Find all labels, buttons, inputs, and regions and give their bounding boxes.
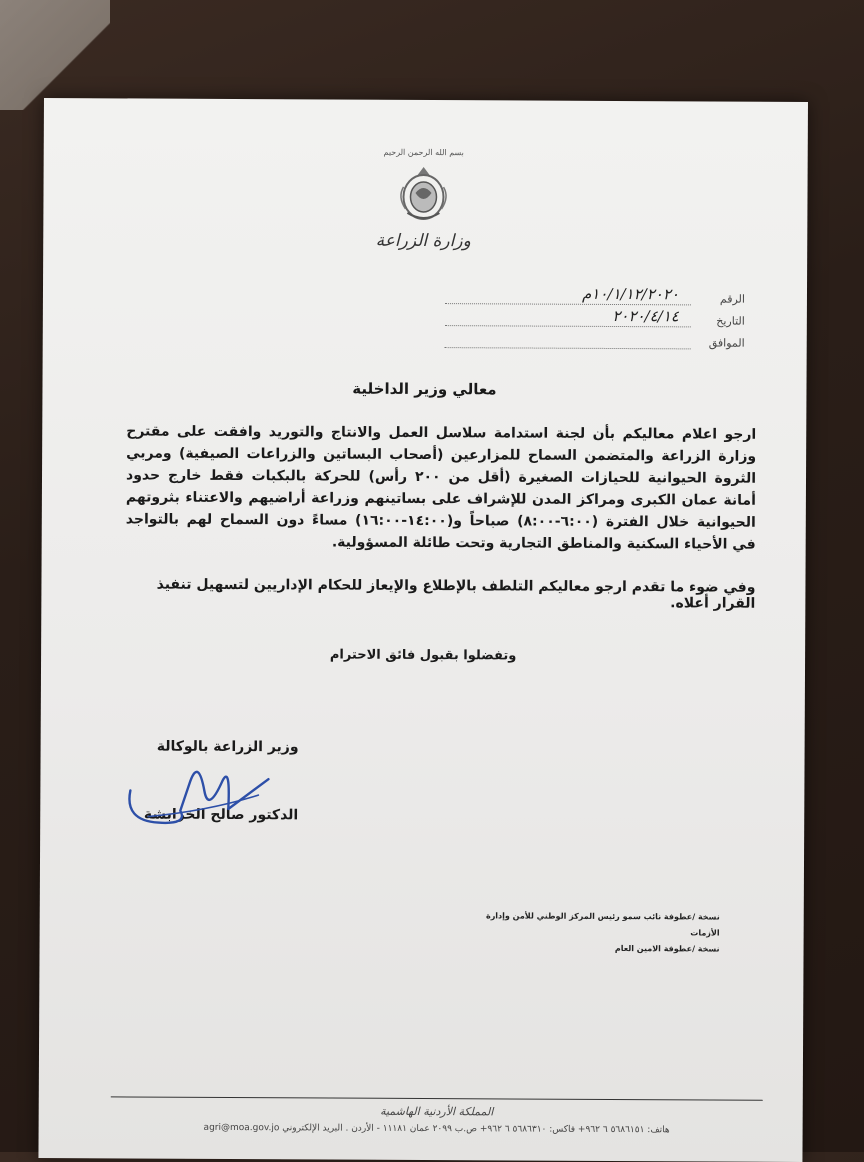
cc-line: نسخة /عطوفة الامين العام bbox=[614, 944, 720, 954]
reference-number-label: الرقم bbox=[719, 292, 745, 306]
date-label: التاريخ bbox=[716, 314, 745, 328]
addressee: معالي وزير الداخلية bbox=[352, 379, 497, 399]
letter-footer bbox=[111, 1096, 763, 1135]
signature-block bbox=[118, 738, 298, 823]
signatory-name: الدكتور صالح الخرابشة bbox=[143, 806, 299, 824]
footer-kingdom: المملكة الأردنية الهاشمية bbox=[380, 1104, 494, 1119]
cc-line: نسخة /عطوفة نائب سمو رئيس المركز الوطني للأمن وإدارة الأزمات bbox=[485, 911, 720, 938]
letter-body: ارجو اعلام معاليكم بأن لجنة استدامة سلاسل العمل والانتاج والتوريد وافقت على مقترح وزارة الزراعة والمتضمن السماح للمزارعين (أصحاب البساتين والزراعات الصيفية) ومربي الثروة الحيوانية للحيازات الصغيرة (أقل من ٢٠٠ رأس) للحركة بالبكبات فقط خارج حدود أمانة عمان الكبرى ومراكز المدن للإشراف على بساتينهم وزراعة أراضيهم والاعتناء بثروتهم الحيوانية خلال الفترة (٦:٠٠-٨:٠٠) صباحاً و(١٤:٠٠-١٦:٠٠) مساءً دون السماح لهم بالتواجد في الأحياء السكنية والمناطق التجارية وتحت طائلة المسؤولية. bbox=[125, 423, 757, 553]
reference-block bbox=[445, 282, 745, 350]
ministry-name: وزارة الزراعة bbox=[375, 230, 471, 252]
background-paper-corner bbox=[0, 0, 110, 110]
hijri-date-row bbox=[445, 326, 745, 350]
handwritten-signature-icon bbox=[118, 750, 278, 841]
footer-email: agri@moa.gov.jo bbox=[203, 1122, 280, 1134]
official-letter-page bbox=[38, 98, 808, 1162]
footer-contact bbox=[111, 1122, 763, 1135]
signatory-title: وزير الزراعة بالوكالة bbox=[156, 738, 299, 756]
letter-request: وفي ضوء ما تقدم ارجو معاليكم التلطف بالإطلاع والإيعاز للحكام الإداريين لتسهيل تنفيذ القرار أعلاه. bbox=[156, 576, 756, 612]
reference-number-row bbox=[445, 282, 745, 306]
hijri-date-label: الموافق bbox=[708, 336, 745, 350]
basmala-text: بسم الله الرحمن الرحيم bbox=[383, 147, 464, 158]
copies-list bbox=[480, 908, 720, 957]
date-row bbox=[445, 304, 745, 328]
coat-of-arms-icon bbox=[393, 163, 453, 223]
footer-contact-text: هاتف: ٥٦٨٦١٥١ ٦ ٩٦٢+ فاكس: ٥٦٨٦٣١٠ ٦ ٩٦٢+ ص.ب ٢٠٩٩ عمان ١١١٨١ - الأردن . البريد الإلكتروني bbox=[282, 1123, 670, 1136]
letterhead bbox=[363, 148, 484, 252]
date-value: ٢٠٢٠/٤/١٤ bbox=[612, 306, 679, 326]
reference-number-value: ١٠/١/١٢/٢٠٢٠م bbox=[581, 284, 680, 304]
letter-closing: وتفضلوا بقبول فائق الاحترام bbox=[329, 647, 517, 664]
